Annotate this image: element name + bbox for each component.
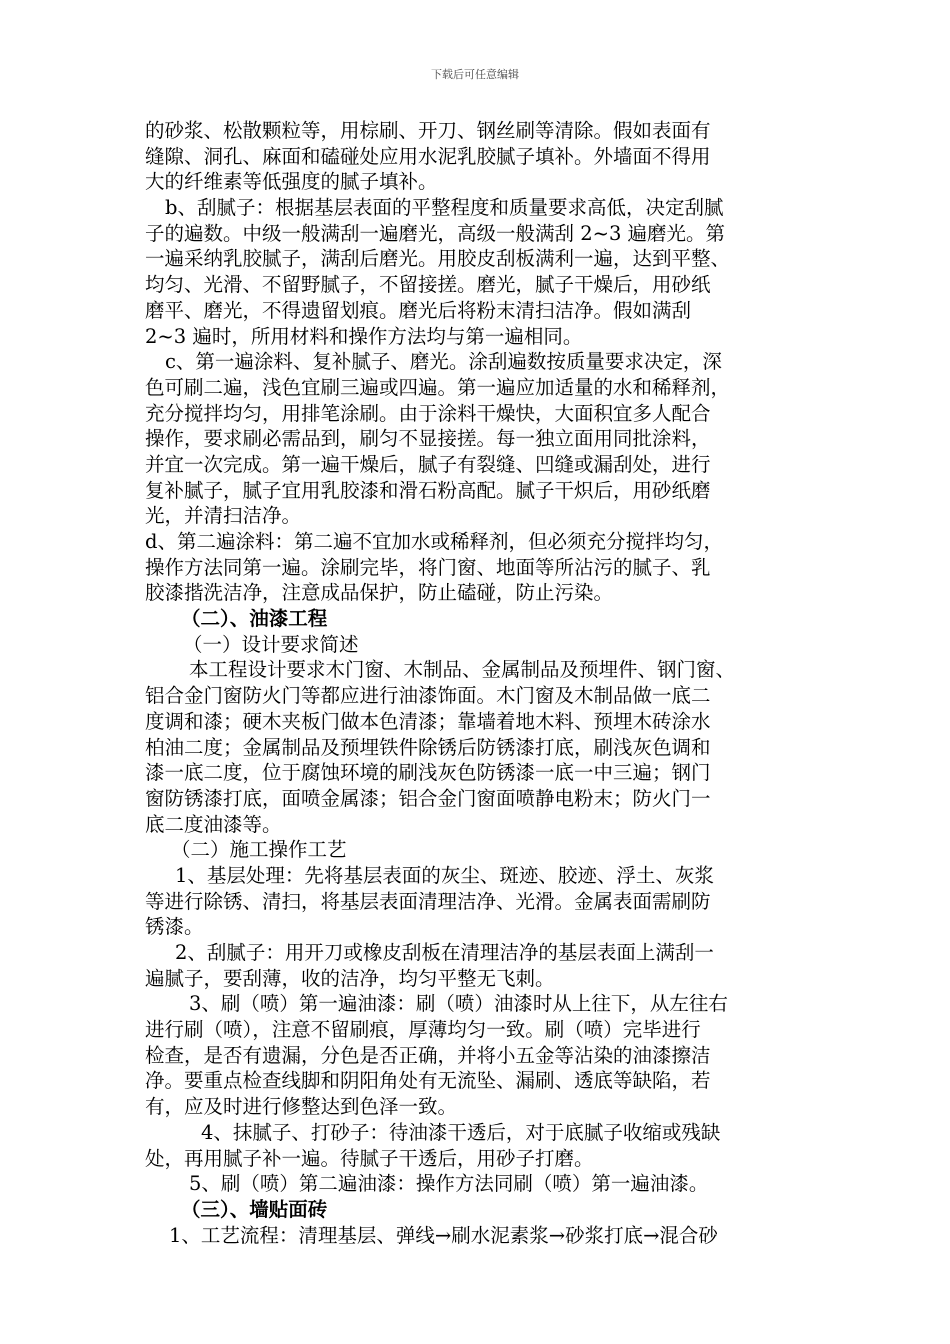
text-line: 1、基层处理：先将基层表面的灰尘、斑迹、胶迹、浮土、灰浆 [175, 863, 714, 887]
text-line: 漆一底二度，位于腐蚀环境的刷浅灰色防锈漆一底一中三遍；钢门 [145, 761, 711, 785]
text-line: 光，并清扫洁净。 [145, 504, 302, 528]
text-line: 度调和漆；硬木夹板门做本色清漆；靠墙着地木料、预埋木砖涂水 [145, 709, 711, 733]
text-line: 子的遍数。中级一般满刮一遍磨光，高级一般满刮 2~3 遍磨光。第 [145, 221, 726, 245]
text-line: （一）设计要求简述 [183, 632, 359, 656]
text-line: 窗防锈漆打底，面喷金属漆；铝合金门窗面喷静电粉末；防火门一 [145, 786, 711, 810]
text-line: 一遍采纳乳胶腻子，满刮后磨光。用胶皮刮板满利一遍，达到平整、 [145, 247, 731, 271]
text-line: 的砂浆、松散颗粒等，用棕刷、开刀、钢丝刷等清除。假如表面有 [145, 119, 711, 142]
page-header: 下载后可任意编辑 [431, 68, 519, 81]
text-line: 5、刷（喷）第二遍油漆：操作方法同刷（喷）第一遍油漆。 [189, 1172, 709, 1196]
text-line: c、第一遍涂料、复补腻子、磨光。涂刮遍数按质量要求决定，深 [165, 350, 722, 374]
text-line: 磨平、磨光，不得遗留划痕。磨光后将粉末清扫洁净。假如满刮 [145, 298, 692, 322]
text-line: 复补腻子，腻子宜用乳胶漆和滑石粉高配。腻子干炽后，用砂纸磨 [145, 478, 711, 502]
text-line: 本工程设计要求木门窗、木制品、金属制品及预埋件、钢门窗、 [189, 658, 736, 682]
section-heading: （三）、墙贴面砖 [181, 1197, 328, 1221]
section-heading: （二）、油漆工程 [181, 607, 328, 631]
text-line: 锈漆。 [145, 915, 204, 939]
text-line: （二）施工操作工艺 [171, 838, 347, 862]
text-line: 缝隙、洞孔、麻面和磕碰处应用水泥乳胶腻子填补。外墙面不得用 [145, 144, 711, 168]
text-line: 3、刷（喷）第一遍油漆：刷（喷）油漆时从上往下，从左往右 [189, 992, 728, 1016]
text-line: 检查，是否有遗漏，分色是否正确，并将小五金等沾染的油漆擦洁 [145, 1043, 711, 1067]
text-line: 均匀、光滑、不留野腻子，不留接搓。磨光，腻子干燥后，用砂纸 [145, 273, 711, 297]
text-line: 并宜一次完成。第一遍干燥后，腻子有裂缝、凹缝或漏刮处，进行 [145, 452, 711, 476]
text-line: 色可刷二遍，浅色宜刷三遍或四遍。第一遍应加适量的水和稀释剂， [145, 375, 731, 399]
text-line: 操作方法同第一遍。涂刷完毕，将门窗、地面等所沾污的腻子、乳 [145, 555, 711, 579]
text-line: 大的纤维素等低强度的腻子填补。 [145, 170, 438, 194]
text-line: 充分搅拌均匀，用排笔涂刷。由于涂料干燥快，大面积宜多人配合 [145, 401, 711, 425]
text-line: 铝合金门窗防火门等都应进行油漆饰面。木门窗及木制品做一底二 [145, 684, 711, 708]
text-line: 4、抹腻子、打砂子：待油漆干透后，对于底腻子收缩或残缺 [201, 1120, 721, 1144]
text-line: 底二度油漆等。 [145, 812, 282, 836]
text-line: 1、工艺流程：清理基层、弹线→刷水泥素浆→砂浆打底→混合砂 [169, 1223, 718, 1247]
text-line: 进行刷（喷），注意不留刷痕，厚薄均匀一致。刷（喷）完毕进行 [145, 1018, 701, 1042]
text-line: 有，应及时进行修整达到色泽一致。 [145, 1095, 458, 1119]
text-line: 净。要重点检查线脚和阴阳角处有无流坠、漏刷、透底等缺陷，若 [145, 1069, 711, 1093]
text-line: 操作，要求刷必需品到，刷匀不显接搓。每一独立面用同批涂料， [145, 427, 711, 451]
text-line: 处，再用腻子补一遍。待腻子干透后，用砂子打磨。 [145, 1146, 594, 1170]
text-line: 遍腻子，要刮薄，收的洁净，均匀平整无飞刺。 [145, 966, 555, 990]
text-line: b、刮腻子：根据基层表面的平整程度和质量要求高低，决定刮腻 [165, 196, 724, 220]
text-line: 等进行除锈、清扫，将基层表面清理洁净、光滑。金属表面需刷防 [145, 889, 711, 913]
text-line: 2、刮腻子：用开刀或橡皮刮板在清理洁净的基层表面上满刮一 [175, 941, 714, 964]
text-line: d、第二遍涂料：第二遍不宜加水或稀释剂，但必须充分搅拌均匀， [145, 530, 723, 553]
text-line: 胶漆揩洗洁净，注意成品保护，防止磕碰，防止污染。 [145, 581, 614, 605]
text-line: 柏油二度；金属制品及预埋铁件除锈后防锈漆打底，刷浅灰色调和 [145, 735, 711, 759]
text-line: 2~3 遍时，所用材料和操作方法均与第一遍相同。 [145, 324, 583, 348]
document-body [145, 118, 825, 1248]
